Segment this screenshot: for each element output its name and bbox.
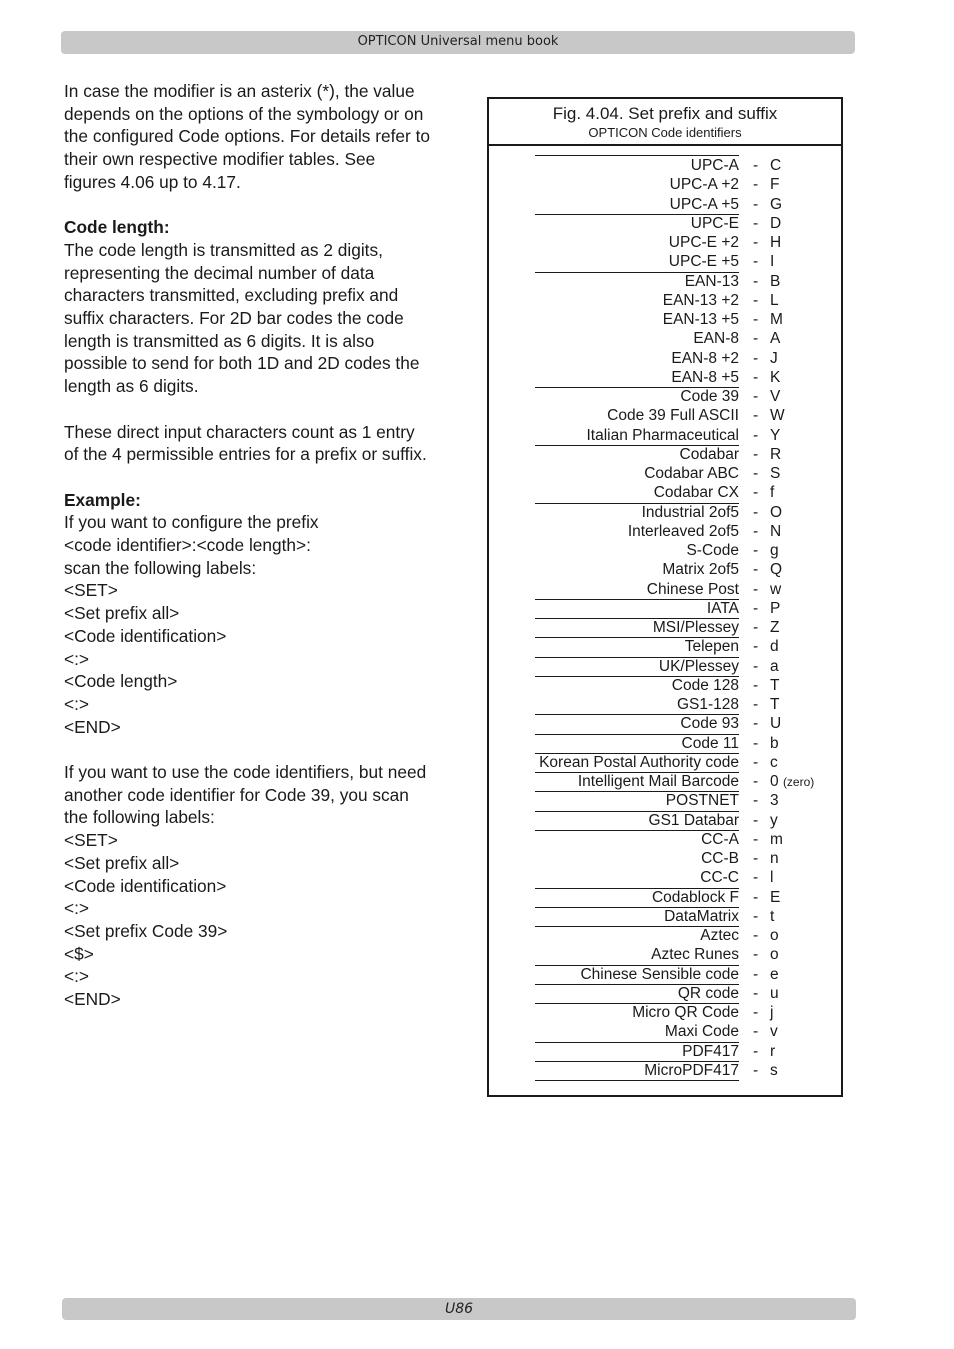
code-identifier — [770, 599, 780, 618]
code-identifier — [770, 618, 779, 637]
separator-dash: - — [753, 734, 759, 752]
separator-dash: - — [753, 773, 759, 790]
code-identifier-value: F — [770, 176, 780, 194]
code-identifier-value: d — [770, 638, 779, 656]
text-line: <Set prefix Code 39> — [64, 920, 228, 941]
code-row — [489, 945, 841, 964]
code-identifier — [770, 965, 779, 984]
code-identifier — [770, 445, 781, 464]
code-row — [489, 503, 841, 522]
symbology-name: Interleaved 2of5 — [627, 522, 739, 540]
code-identifier-value: W — [770, 407, 785, 425]
text-line: characters transmitted, excluding prefix and — [64, 285, 399, 306]
separator-dash: - — [753, 619, 759, 636]
code-identifier-value: G — [770, 195, 783, 213]
symbology-name: EAN-8 +2 — [671, 349, 739, 367]
code-identifier — [770, 349, 778, 368]
separator-dash: - — [753, 503, 759, 521]
symbology-name: Aztec Runes — [651, 946, 739, 964]
symbology-name: Matrix 2of5 — [662, 561, 739, 579]
code-row — [489, 618, 841, 637]
symbology-name: EAN-8 +5 — [671, 368, 739, 386]
separator-dash: - — [753, 638, 759, 656]
text-line: the configured Code options. For details refer to — [64, 126, 430, 147]
code-row — [489, 175, 841, 194]
text-line: possible to send for both 1D and 2D codes the — [64, 353, 420, 374]
example-heading: Example: — [64, 489, 141, 510]
text-line: <:> — [64, 693, 89, 714]
code-identifier-value: O — [770, 503, 783, 521]
symbology-name: IATA — [706, 599, 739, 617]
code-identifier — [770, 676, 779, 695]
symbology-name: UPC-E +5 — [668, 253, 739, 271]
text-line: <:> — [64, 648, 89, 669]
separator-dash: - — [753, 330, 759, 348]
symbology-name: Code 39 — [680, 388, 739, 405]
code-row — [489, 483, 841, 502]
code-identifier — [770, 464, 780, 483]
code-row — [489, 233, 841, 252]
code-identifier — [770, 368, 780, 387]
separator-dash: - — [753, 984, 759, 1002]
code-identifier-value: u — [770, 984, 779, 1002]
text-line: another code identifier for Code 39, you scan — [64, 784, 409, 805]
separator-dash: - — [753, 965, 759, 983]
text-line: scan the following labels: — [64, 557, 257, 578]
symbology-name: UPC-A +5 — [669, 195, 739, 213]
code-row — [489, 1061, 841, 1080]
text-line: <code identifier>:<code length>: — [64, 535, 311, 556]
symbology-name: PDF417 — [682, 1042, 739, 1060]
code-identifier-value: P — [770, 599, 781, 617]
symbology-name: DataMatrix — [664, 907, 739, 925]
code-identifier-value: M — [770, 311, 783, 328]
code-identifier-value: D — [770, 214, 782, 232]
figure-title: Fig. 4.04. Set prefix and suffix — [552, 104, 778, 123]
example-paragraph-2 — [64, 761, 454, 1011]
symbology-name: Code 11 — [681, 734, 739, 752]
code-identifier — [770, 907, 774, 926]
code-identifier — [770, 580, 781, 599]
code-row — [489, 965, 841, 984]
code-row — [489, 637, 841, 656]
symbology-name: UPC-A +2 — [669, 176, 739, 194]
code-identifier-value: 0 — [770, 773, 779, 790]
code-row — [489, 676, 841, 695]
text-line: the following labels: — [64, 807, 215, 828]
text-line: <:> — [64, 966, 89, 987]
code-identifier — [770, 252, 774, 271]
symbology-name: UPC-E — [690, 214, 739, 232]
code-row — [489, 464, 841, 483]
code-row — [489, 291, 841, 310]
separator-dash: - — [753, 907, 759, 925]
code-identifier-value: b — [770, 734, 779, 752]
code-identifier — [770, 503, 782, 522]
code-row — [489, 252, 841, 271]
symbology-name: Telepen — [684, 638, 739, 656]
separator-dash: - — [753, 946, 759, 964]
code-row — [489, 406, 841, 425]
code-row — [489, 907, 841, 926]
text-line: figures 4.06 up to 4.17. — [64, 171, 241, 192]
code-identifier-value: n — [770, 850, 779, 867]
code-identifier — [770, 310, 783, 329]
code-identifier-value: l — [770, 869, 774, 887]
code-row — [489, 695, 841, 714]
code-identifier — [770, 175, 779, 194]
text-line: The code length is transmitted as 2 digits, — [64, 239, 383, 260]
code-row — [489, 888, 841, 907]
code-identifier-value: B — [770, 272, 781, 290]
separator-dash: - — [753, 484, 759, 502]
code-length-paragraph — [64, 239, 454, 398]
text-line: <Set prefix all> — [64, 852, 180, 873]
code-identifier-value: e — [770, 965, 779, 983]
code-row — [489, 387, 841, 406]
separator-dash: - — [753, 696, 759, 713]
code-identifier — [770, 830, 783, 849]
separator-dash: - — [753, 465, 759, 482]
separator-dash: - — [753, 253, 759, 271]
code-identifier — [770, 637, 779, 656]
code-row — [489, 541, 841, 560]
symbology-name: S-Code — [686, 542, 739, 559]
code-identifier-value: o — [770, 927, 779, 944]
code-identifier — [770, 233, 781, 252]
code-identifier — [770, 695, 779, 714]
code-row — [489, 329, 841, 348]
code-identifier-value: A — [770, 330, 781, 348]
code-identifier-value: a — [770, 657, 779, 675]
text-line: In case the modifier is an asterix (*), the value — [64, 81, 415, 101]
code-identifier-value: C — [770, 157, 782, 174]
separator-dash: - — [753, 1061, 759, 1079]
symbology-name: MSI/Plessey — [652, 619, 739, 636]
code-identifier — [770, 483, 774, 502]
separator-dash: - — [753, 599, 759, 617]
symbology-name: CC-A — [701, 830, 739, 848]
code-identifier — [770, 772, 814, 792]
separator-dash: - — [753, 426, 759, 444]
separator-dash: - — [753, 407, 759, 425]
text-line: <Code identification> — [64, 625, 227, 646]
header-title: OPTICON Universal menu book — [357, 34, 559, 49]
code-row — [489, 734, 841, 753]
code-row — [489, 926, 841, 945]
separator-dash: - — [753, 657, 759, 675]
code-identifier-value: T — [770, 676, 780, 694]
code-row — [489, 349, 841, 368]
code-row — [489, 368, 841, 387]
code-identifier-value: o — [770, 946, 779, 964]
code-identifier-value: Y — [770, 426, 781, 444]
code-identifier — [770, 1022, 778, 1041]
code-identifier-value: v — [770, 1023, 778, 1041]
symbology-name: Code 128 — [671, 676, 739, 694]
code-row — [489, 868, 841, 887]
code-identifier-value: E — [770, 888, 781, 906]
text-line: representing the decimal number of data — [64, 262, 375, 283]
code-row — [489, 426, 841, 445]
header-bar — [61, 31, 855, 54]
text-line: These direct input characters count as 1 entry — [64, 421, 415, 442]
text-line: <:> — [64, 898, 89, 919]
symbology-name: EAN-13 +5 — [662, 311, 739, 328]
code-row — [489, 195, 841, 214]
code-row — [489, 753, 841, 772]
code-row — [489, 772, 841, 791]
separator-dash: - — [753, 368, 759, 386]
code-identifier — [770, 753, 778, 772]
code-identifier — [770, 888, 780, 907]
code-row — [489, 657, 841, 676]
separator-dash: - — [753, 830, 759, 848]
code-identifier-figure — [487, 97, 843, 1097]
separator-dash: - — [753, 580, 759, 598]
text-line: <Code identification> — [64, 875, 227, 896]
text-line: If you want to configure the prefix — [64, 512, 319, 533]
code-row — [489, 791, 841, 810]
symbology-name: Code 39 Full ASCII — [607, 407, 739, 425]
code-identifier — [770, 406, 785, 425]
code-row — [489, 811, 841, 830]
code-identifier-value: w — [770, 580, 782, 598]
separator-dash: - — [753, 542, 759, 559]
separator-dash: - — [753, 234, 759, 251]
symbology-name: Micro QR Code — [632, 1004, 739, 1021]
separator-dash: - — [753, 850, 759, 867]
separator-dash: - — [753, 214, 759, 232]
symbology-name: CC-C — [700, 869, 739, 887]
separator-dash: - — [753, 272, 759, 290]
code-identifier-value: H — [770, 234, 782, 251]
figure-caption — [489, 99, 841, 146]
code-identifier-value: 3 — [770, 792, 779, 810]
code-identifier-value: R — [770, 445, 782, 463]
symbology-name: Intelligent Mail Barcode — [577, 773, 739, 790]
separator-dash: - — [753, 1023, 759, 1041]
separator-dash: - — [753, 753, 759, 771]
code-row — [489, 849, 841, 868]
text-line: <$> — [64, 943, 94, 964]
code-identifier-value: N — [770, 522, 782, 540]
code-row — [489, 1022, 841, 1041]
separator-dash: - — [753, 311, 759, 328]
text-line: If you want to use the code identifiers, but need — [64, 762, 427, 783]
text-line: length as 6 digits. — [64, 376, 199, 397]
code-row — [489, 599, 841, 618]
code-identifier — [770, 329, 780, 348]
body-text — [64, 80, 454, 1033]
symbology-name: Chinese Post — [646, 580, 739, 598]
separator-dash: - — [753, 715, 759, 733]
symbology-name: Codabar CX — [653, 484, 739, 502]
separator-dash: - — [753, 888, 759, 906]
text-line: of the 4 permissible entries for a prefix or suffix. — [64, 444, 427, 465]
code-row — [489, 522, 841, 541]
code-row — [489, 714, 841, 733]
separator-dash: - — [753, 291, 759, 309]
code-identifier-note: (zero) — [782, 775, 815, 789]
symbology-name: Industrial 2of5 — [641, 503, 739, 521]
code-row — [489, 310, 841, 329]
code-identifier-value: J — [770, 349, 778, 367]
text-line: length is transmitted as 6 digits. It is also — [64, 330, 375, 351]
symbology-name: MicroPDF417 — [644, 1061, 739, 1079]
symbology-name: EAN-13 — [684, 272, 739, 290]
code-identifier-value: c — [770, 753, 778, 771]
symbology-name: Codabar — [679, 445, 739, 463]
symbology-name: UK/Plessey — [658, 657, 739, 675]
separator-dash: - — [753, 1004, 759, 1021]
symbology-name: Aztec — [700, 927, 739, 944]
code-row — [489, 272, 841, 291]
symbology-name: QR code — [677, 984, 739, 1002]
code-identifier-value: S — [770, 465, 781, 482]
footer-bar — [62, 1298, 856, 1320]
code-identifier — [770, 426, 780, 445]
code-row — [489, 830, 841, 849]
code-row — [489, 984, 841, 1003]
code-identifier — [770, 214, 781, 233]
text-line: their own respective modifier tables. See — [64, 149, 376, 170]
code-identifier — [770, 945, 779, 964]
symbology-name: EAN-8 — [693, 330, 739, 348]
separator-dash: - — [753, 676, 759, 694]
code-row — [489, 560, 841, 579]
code-identifier-value: g — [770, 542, 779, 559]
separator-dash: - — [753, 176, 759, 194]
symbology-name: Maxi Code — [664, 1023, 739, 1041]
symbology-name: Chinese Sensible code — [580, 965, 739, 983]
code-identifier — [770, 984, 779, 1003]
code-identifier-value: V — [770, 388, 781, 405]
code-row — [489, 214, 841, 233]
separator-dash: - — [753, 195, 759, 213]
entries-paragraph — [64, 421, 454, 466]
symbology-name: Korean Postal Authority code — [539, 753, 739, 771]
code-identifier — [770, 1042, 775, 1061]
text-line: <Set prefix all> — [64, 603, 180, 624]
code-identifier — [770, 734, 779, 753]
text-line: <Code length> — [64, 671, 178, 692]
code-identifier — [770, 291, 779, 310]
code-identifier-value: K — [770, 368, 781, 386]
symbology-name: Codablock F — [651, 888, 739, 906]
code-identifier-value: Q — [770, 561, 783, 579]
symbology-name: CC-B — [701, 850, 739, 867]
code-identifier-value: y — [770, 811, 778, 829]
code-identifier — [770, 541, 779, 560]
modifier-paragraph — [64, 80, 454, 194]
code-row — [489, 1003, 841, 1022]
example-paragraph-1 — [64, 511, 454, 738]
symbology-name: EAN-13 +2 — [662, 291, 739, 309]
code-identifier — [770, 791, 779, 810]
code-identifier — [770, 272, 780, 291]
symbology-name: GS1-128 — [676, 696, 739, 713]
code-length-heading: Code length: — [64, 217, 170, 238]
code-identifier — [770, 1061, 778, 1080]
code-identifier-value: m — [770, 830, 783, 848]
code-identifier — [770, 156, 781, 175]
code-identifier — [770, 195, 782, 214]
code-identifier — [770, 1003, 773, 1022]
code-identifier-value: f — [770, 484, 775, 502]
symbology-name: UPC-E +2 — [668, 234, 739, 251]
code-identifier — [770, 714, 781, 733]
code-identifier — [770, 560, 782, 579]
code-identifier-value: j — [770, 1004, 774, 1021]
separator-dash: - — [753, 445, 759, 463]
code-identifier-value: t — [770, 907, 775, 925]
code-identifier-value: U — [770, 715, 782, 733]
separator-dash: - — [753, 1042, 759, 1060]
code-identifier — [770, 926, 779, 945]
text-line: depends on the options of the symbology or on — [64, 103, 424, 124]
code-row — [489, 445, 841, 464]
figure-subtitle: OPTICON Code identifiers — [588, 125, 742, 140]
code-identifier — [770, 868, 773, 887]
symbology-name: Codabar ABC — [644, 465, 739, 482]
text-line: <SET> — [64, 830, 118, 851]
code-identifier-value: r — [770, 1042, 776, 1060]
code-identifier — [770, 522, 781, 541]
symbology-name: POSTNET — [665, 792, 739, 810]
code-identifier-list — [489, 156, 841, 1080]
text-line: <END> — [64, 716, 121, 737]
separator-dash: - — [753, 522, 759, 540]
symbology-name: GS1 Databar — [648, 811, 739, 829]
code-row — [489, 156, 841, 175]
code-identifier-value: Z — [770, 619, 780, 636]
symbology-name: Italian Pharmaceutical — [586, 426, 739, 444]
code-identifier — [770, 811, 778, 830]
separator-dash: - — [753, 388, 759, 405]
symbology-name: Code 93 — [680, 715, 739, 733]
text-line: suffix characters. For 2D bar codes the code — [64, 308, 404, 329]
text-line: <SET> — [64, 580, 118, 601]
code-identifier-value: I — [770, 253, 775, 271]
separator-dash: - — [753, 869, 759, 887]
separator-dash: - — [753, 157, 759, 174]
code-identifier — [770, 657, 779, 676]
code-identifier-value: T — [770, 696, 780, 713]
code-identifier-value: s — [770, 1061, 778, 1079]
symbology-name: UPC-A — [690, 157, 739, 174]
code-identifier — [770, 849, 779, 868]
separator-dash: - — [753, 927, 759, 944]
separator-dash: - — [753, 811, 759, 829]
code-identifier-value: L — [770, 291, 779, 309]
separator-dash: - — [753, 792, 759, 810]
separator-dash: - — [753, 349, 759, 367]
code-row — [489, 580, 841, 599]
code-row — [489, 1042, 841, 1061]
text-line: <END> — [64, 989, 121, 1010]
code-identifier — [770, 387, 780, 406]
page-number: U86 — [444, 1301, 474, 1317]
separator-dash: - — [753, 561, 759, 579]
